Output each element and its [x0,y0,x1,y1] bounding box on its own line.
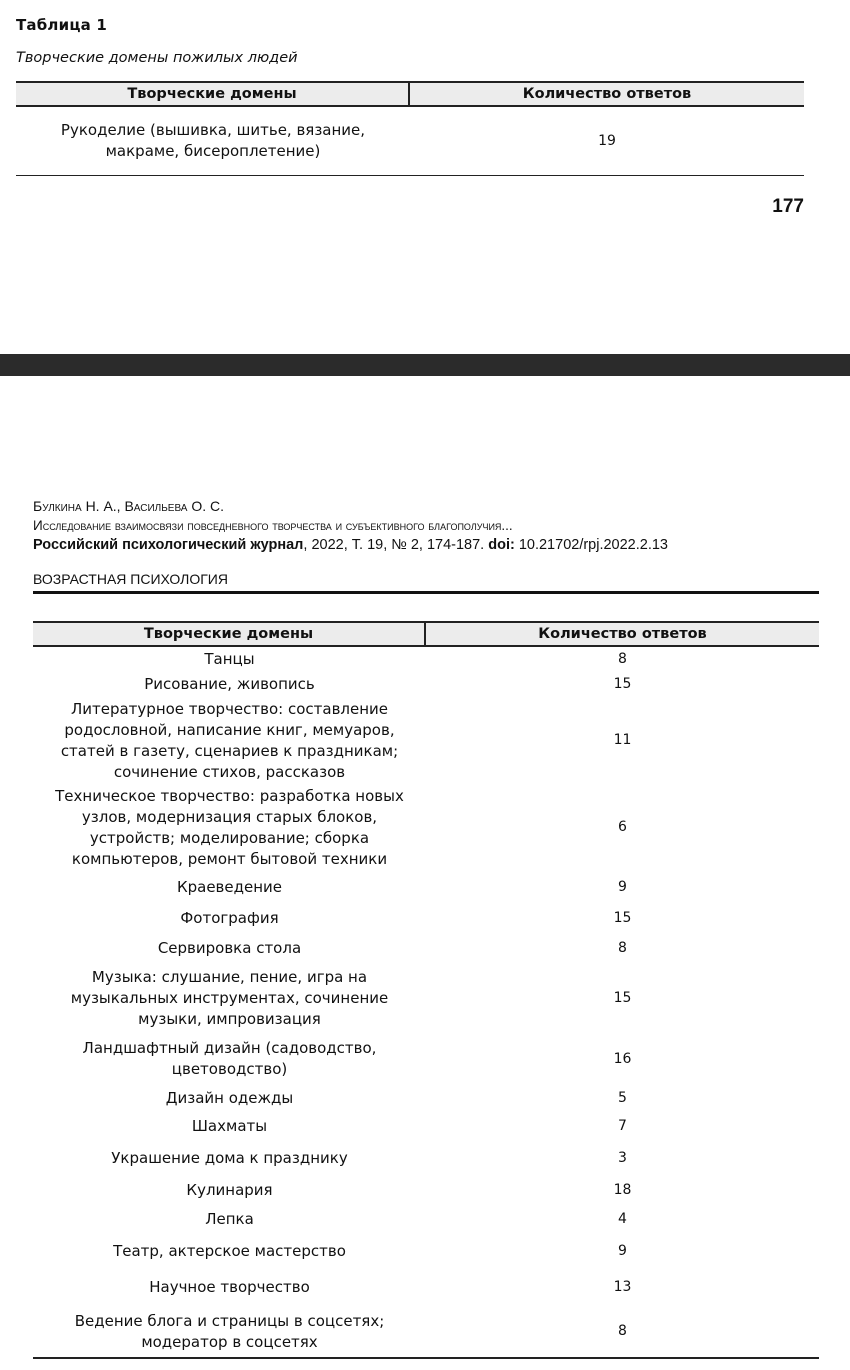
count-cell: 11 [613,732,632,748]
count-cell: 15 [613,910,632,926]
section-title: ВОЗРАСТНАЯ ПСИХОЛОГИЯ [33,571,228,587]
table-row [33,1033,819,1085]
table-row [33,934,819,963]
domain-cell: Дизайн одежды [165,1088,294,1107]
table-row [33,903,819,934]
domain-cell: Научное творчество [149,1277,310,1296]
table-row [33,1141,819,1175]
journal-name: Российский психологический журнал [33,537,304,553]
domain-cell: Техническое творчество: разработка новых узлов, модернизация старых блоков, устройств; моделирование; сборка компьютеров, ремонт бытовой техники [55,786,404,868]
domain-cell: Рукоделие (вышивка, шитье, вязание, макраме, бисероплетение) [60,121,366,160]
table-row [33,871,819,903]
count-cell: 18 [613,1181,632,1198]
page-separator [0,354,850,376]
column-header-domains: Творческие домены [16,83,410,105]
doi-value: 10.21702/rpj.2022.2.13 [514,537,668,553]
table-header [33,621,819,647]
domain-cell: Ведение блога и страницы в соцсетях; модератор в соцсетях [74,1311,385,1351]
count-cell: 8 [618,1323,627,1339]
table-label: Таблица 1 [16,16,108,34]
count-cell: 6 [618,819,627,835]
count-cell: 16 [613,1050,632,1067]
domain-cell: Лепка [205,1210,254,1228]
table-1 [16,81,804,176]
table-row [33,647,819,672]
table-row [33,1111,819,1141]
doi-label: doi: [488,537,515,553]
count-cell: 15 [613,989,632,1006]
count-cell: 3 [618,1149,627,1166]
table-row [33,784,819,871]
domain-cell: Театр, актерское мастерство [113,1241,346,1260]
domain-cell: Литературное творчество: составление родословной, написание книг, мемуаров, статей в газету, сценариев к праздникам; сочинение стихов, рассказов [60,699,399,781]
count-cell: 4 [618,1211,627,1227]
count-cell: 9 [618,878,627,895]
table-row [33,963,819,1033]
domain-cell: Кулинария [186,1180,273,1199]
table-row [33,697,819,784]
column-header-count: Количество ответов [522,86,692,102]
count-cell: 8 [618,651,627,667]
page-number: 177 [772,196,804,217]
table-row [33,672,819,697]
domain-cell: Фотография [180,909,279,927]
table-1-continued [33,621,819,1359]
table-row [33,1085,819,1111]
table-row [33,1175,819,1205]
count-cell: 9 [618,1242,627,1259]
domain-cell: Танцы [204,650,255,668]
journal-details: , 2022, Т. 19, № 2, 174-187. [303,537,489,553]
domain-cell: Украшение дома к празднику [111,1148,348,1167]
domain-cell: Краеведение [176,877,283,896]
domain-cell: Музыка: слушание, пение, игра на музыкальных инструментах, сочинение музыки, импровизация [70,967,389,1028]
domain-cell: Шахматы [191,1116,268,1135]
table-row [33,1234,819,1268]
table-caption: Творческие домены пожилых людей [16,50,298,66]
column-header-domains: Творческие домены [33,623,426,645]
table-row [33,1268,819,1306]
count-cell: 8 [618,940,627,956]
count-cell: 13 [613,1278,632,1295]
running-header-article-title: Исследование взаимосвязи повседневного творчества и субъективного благополучия... [33,518,513,533]
domain-cell: Рисование, живопись [144,675,315,693]
count-cell: 15 [613,676,632,692]
domain-cell: Сервировка стола [157,939,302,957]
running-header-authors: Булкина Н. А., Васильева О. С. [33,498,225,514]
table-row [16,107,804,176]
count-cell: 19 [598,132,616,149]
table-row [33,1205,819,1234]
table-body [33,647,819,1359]
running-header-journal [33,537,668,553]
count-cell: 7 [618,1117,627,1134]
column-header-count: Количество ответов [538,626,707,642]
table-row [33,1306,819,1359]
header-rule [33,591,819,594]
count-cell: 5 [618,1089,627,1106]
domain-cell: Ландшафтный дизайн (садоводство, цветоводство) [82,1039,377,1078]
table-header [16,81,804,107]
